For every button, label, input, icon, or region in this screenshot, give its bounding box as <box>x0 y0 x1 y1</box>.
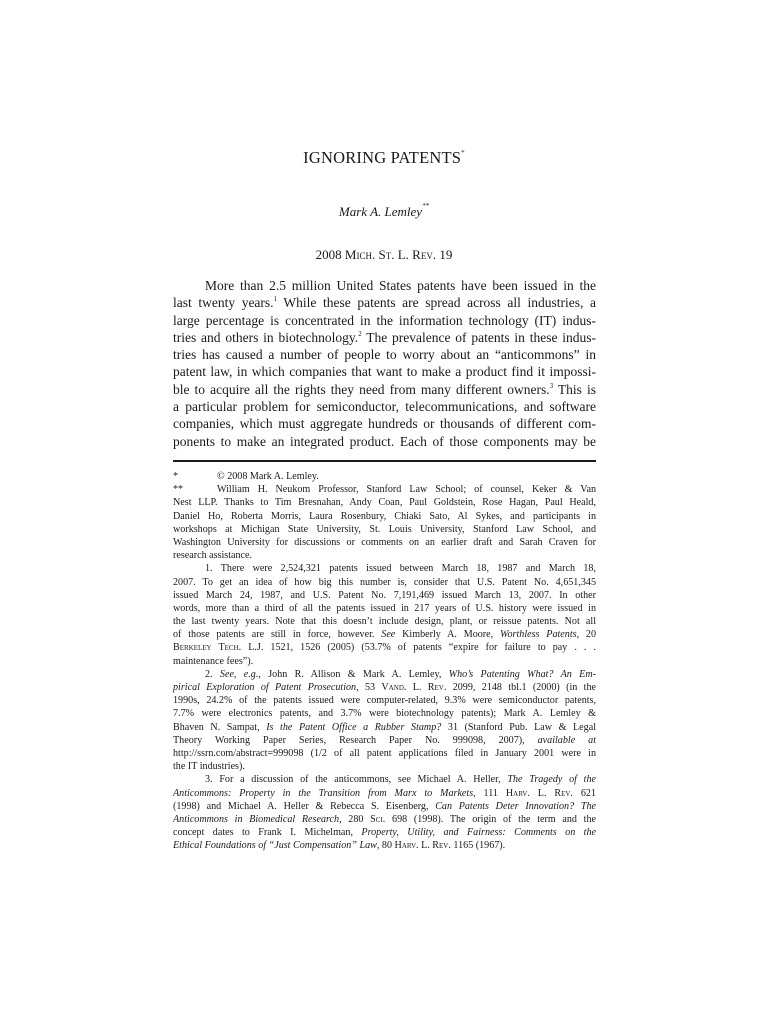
footnote-line: workshops at Michigan State University, St. Louis University, Stanford Law School, and <box>173 523 596 535</box>
title-footnote-mark: * <box>461 149 465 157</box>
footnote-line: the last twenty years. Note that this doesn’t include design, plant, or reissue patents. Not all <box>173 616 596 628</box>
body-line: a particular problem for semiconductor, telecommunications, and software <box>173 399 596 415</box>
footnote-line: Ethical Foundations of “Just Compensation” Law, 80 Harv. L. Rev. 1165 (1967). <box>173 840 506 852</box>
footnote-line: concept dates to Frank I. Michelman, Property, Utility, and Fairness: Comments on the <box>173 827 596 839</box>
footnote-line: Anticommons: Property in the Transition from Marx to Markets, 111 Harv. L. Rev. 621 <box>173 787 596 799</box>
body-line: ble to acquire all the rights they need from many different owners.$^3$ This is <box>173 381 596 397</box>
author-footnote-mark: ** <box>422 202 430 210</box>
body-line: last twenty years.$^1$ While these patents are spread across all industries, a <box>173 295 596 311</box>
body-line: patent law, in which companies that want to make a product find it impossi- <box>173 364 596 380</box>
footnote-line: Theory Working Paper Series, Research Paper No. 999098, 2007), available at <box>173 734 596 746</box>
footnote-divider <box>173 460 596 462</box>
footnote-1: 1. There were 2,524,321 patents issued between March 18, 1987 and March 18, <box>205 563 596 575</box>
body-line: tries has caused a number of people to worry about an “anticommons” in <box>173 347 596 363</box>
footnote-line: 7.7% were electronics patents, and 3.7% were biotechnology patents); Mark A. Lemley & <box>173 708 596 720</box>
footnote-line: pirical Exploration of Patent Prosecution, 53 Vand. L. Rev. 2099, 2148 tbl.1 (2000) (in the <box>173 682 596 693</box>
footnote-ref-2[interactable]: 2 <box>358 329 362 338</box>
footnote-ref-1[interactable]: 1 <box>273 295 278 304</box>
footnote-line: Anticommons in Biomedical Research, 280 Sci. 698 (1998). The origin of the term and the <box>173 813 596 825</box>
footnote-line: 1990s, 24.2% of the patents issued were computer-related, 9.3% were semiconductor patents, <box>173 695 596 707</box>
footnote-double-star: ** William H. Neukom Professor, Stanford Law School; of counsel, Keker & Van <box>173 484 596 496</box>
footnote-line: 2007. To get an idea of how big this number is, consider that U.S. Patent No. 4,651,345 <box>173 576 596 588</box>
footnote-star: * © 2008 Mark A. Lemley. <box>173 471 319 482</box>
article-title: IGNORING PATENTS* <box>303 148 465 167</box>
footnote-line: maintenance fees”). <box>173 655 254 667</box>
footnote-line: Washington University for discussions or comments on an earlier draft and Sarah Craven for <box>173 536 596 548</box>
body-line: companies, which must aggregate hundreds or thousands of different com- <box>173 416 596 432</box>
body-line: large percentage is concentrated in the information technology (IT) indus- <box>173 312 596 328</box>
article-citation: 2008 Mich. St. L. Rev. 19 <box>315 247 453 262</box>
body-line: More than 2.5 million United States patents have been issued in the <box>205 278 596 293</box>
author-byline: Mark A. Lemley** <box>338 202 430 219</box>
footnote-line: issued March 24, 1987, and U.S. Patent No. 7,191,469 issued March 13, 2007. In other <box>173 589 596 601</box>
footnote-line: research assistance. <box>173 550 253 562</box>
footnote-3: 3. For a discussion of the anticommons, see Michael A. Heller, The Tragedy of the <box>205 774 596 786</box>
footnote-link[interactable]: http://ssrn.com/abstract=999098 (1/2 of all patent applications filed in January 2001 were in <box>173 747 596 759</box>
footnote-line: Berkeley Tech. L.J. 1521, 1526 (2005) (53.7% of patents “expire for failure to pay . . . <box>173 642 596 654</box>
body-paragraph <box>173 277 596 450</box>
body-line: ponents to make an integrated product. Each of those components may be <box>173 433 596 449</box>
footnote-ref-3[interactable]: 3 <box>549 381 554 390</box>
footnote-line: Bhaven N. Sampat, Is the Patent Office a Rubber Stamp? 31 (Stanford Pub. Law & Legal <box>173 721 596 733</box>
footnote-line: Nest LLP. Thanks to Tim Bresnahan, Andy Coan, Paul Goldstein, Rose Hagan, Paul Heald, <box>173 497 596 509</box>
footnotes-section <box>173 470 596 852</box>
footnote-line: the IT industries). <box>173 761 245 773</box>
footnote-line: words, more than a third of all the patents issued in 217 years of U.S. history were issued in <box>173 602 596 614</box>
body-line: tries and others in biotechnology.$^2$ The prevalence of patents in these indus- <box>173 329 596 345</box>
footnote-2: 2. See, e.g., John R. Allison & Mark A. Lemley, Who’s Patenting What? An Em- <box>205 668 596 680</box>
footnote-line: (1998) and Michael A. Heller & Rebecca S. Eisenberg, Can Patents Deter Innovation? The <box>173 800 596 812</box>
footnote-line: Daniel Ho, Roberta Morris, Laura Rosenbury, Chiaki Sato, Al Sykes, and participants in <box>173 510 596 522</box>
footnote-line: of those patents are still in force, however. See Kimberly A. Moore, Worthless Patents, 20 <box>173 629 596 641</box>
